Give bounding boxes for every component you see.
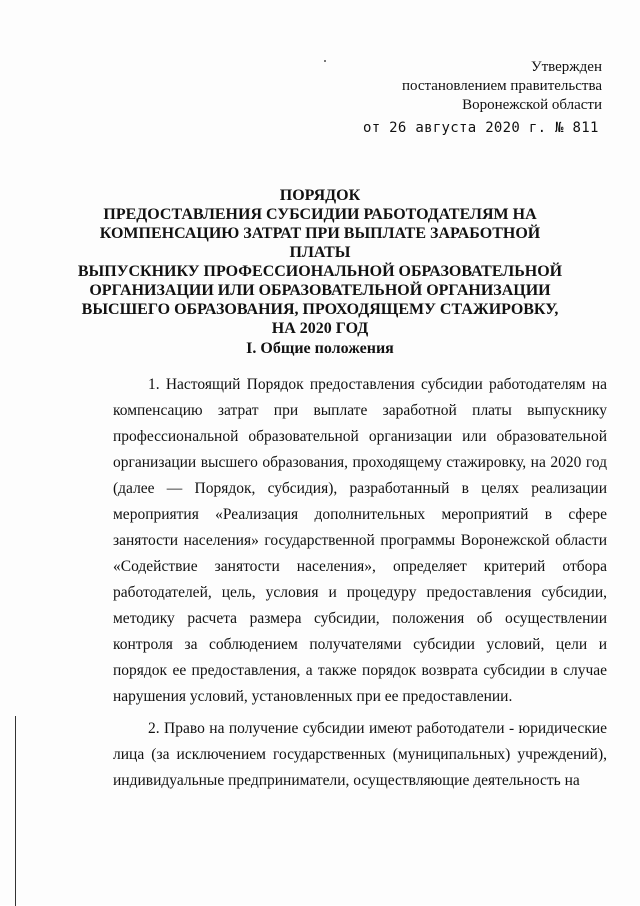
approval-date: от 26 августа 2020 г. № 811 xyxy=(363,120,599,136)
approval-block xyxy=(402,58,602,115)
margin-line xyxy=(15,716,16,906)
paragraph-2: 2. Право на получение субсидии имеют работодатели - юридические лица (за исключением государственных (муниципальных) учреждений), индивидуальные предприниматели, осуществляющие деятельность на xyxy=(113,720,607,789)
document-body xyxy=(113,372,607,800)
title-line: ВЫСШЕГО ОБРАЗОВАНИЯ, ПРОХОДЯЩЕМУ СТАЖИРОВКУ, xyxy=(81,301,559,318)
document-title xyxy=(70,186,570,338)
title-line: КОМПЕНСАЦИЮ ЗАТРАТ ПРИ ВЫПЛАТЕ ЗАРАБОТНОЙ ПЛАТЫ xyxy=(99,225,541,261)
title-line: ПРЕДОСТАВЛЕНИЯ СУБСИДИИ РАБОТОДАТЕЛЯМ НА xyxy=(103,206,537,223)
paragraph-1: 1. Настоящий Порядок предоставления субсидии работодателям на компенсацию затрат при выплате заработной платы выпускнику профессиональной образовательной организации или образовательной организации высшего образования, проходящему стажировку, на 2020 год (далее — Порядок, субсидия), разработанный в целях реализации мероприятия «Реализация дополнительных мероприятий в сфере занятости населения» государственной программы Воронежской области «Содействие занятости населения», определяет критерий отбора работодателей, цель, условия и процедуру предоставления субсидии, методику расчета размера субсидии, положения об осуществлении контроля за соблюдением получателями субсидии условий, цели и порядок ее предоставления, а также порядок возврата субсидии в случае нарушения условий, установленных при ее предоставлении. xyxy=(113,376,607,705)
scan-speck xyxy=(324,60,326,62)
approval-line-1: Утвержден xyxy=(530,59,602,75)
title-line: ВЫПУСКНИКУ ПРОФЕССИОНАЛЬНОЙ ОБРАЗОВАТЕЛЬНОЙ xyxy=(77,263,563,280)
title-line: НА 2020 ГОД xyxy=(271,320,369,337)
approval-line-2: постановлением правительства xyxy=(401,78,602,94)
title-line: ПОРЯДОК xyxy=(279,187,361,204)
approval-line-3: Воронежской области xyxy=(462,97,602,113)
section-heading: I. Общие положения xyxy=(246,340,394,357)
title-line: ОРГАНИЗАЦИИ ИЛИ ОБРАЗОВАТЕЛЬНОЙ ОРГАНИЗАЦИИ xyxy=(89,282,551,299)
